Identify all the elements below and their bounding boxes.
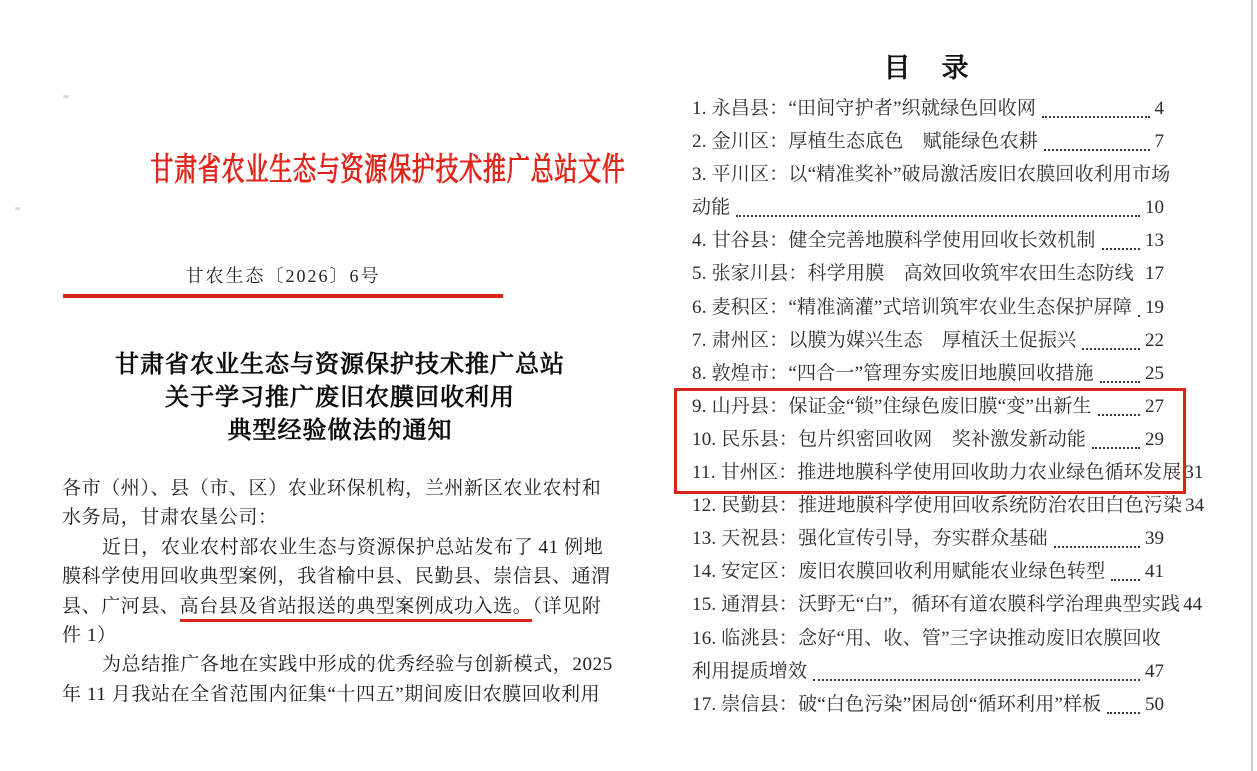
notice-title-line1: 甘肃省农业生态与资源保护技术推广总站 — [115, 352, 565, 378]
toc-page-number: 27 — [1145, 395, 1164, 417]
scan-page-edge-line — [1251, 0, 1253, 771]
toc-entry-label: 5. 张家川县：科学用膜 高效回收筑牢农田生态防线 — [692, 263, 1135, 285]
dot-leader — [1082, 348, 1140, 350]
toc-page-number: 22 — [1145, 329, 1164, 351]
toc-page-number: 25 — [1145, 362, 1164, 384]
toc-entry-14 — [692, 555, 1164, 588]
toc-entry-label: 15. 通渭县：沃野无“白”，循环有道农膜科学治理典型实践 — [692, 594, 1181, 616]
toc-page-number: 47 — [1145, 660, 1164, 682]
notice-title-line2: 关于学习推广废旧农膜回收利用 — [165, 385, 515, 411]
toc-entry-5 — [692, 257, 1164, 290]
red-banner-title — [58, 144, 626, 190]
toc-page-number: 39 — [1145, 528, 1164, 550]
toc-page-number: 19 — [1145, 296, 1164, 318]
dot-leader — [1044, 149, 1149, 151]
toc-page-number: 10 — [1145, 197, 1164, 219]
toc-entry-label: 动能 — [692, 197, 731, 219]
body-line: 为总结推广各地在实践中形成的优秀经验与创新模式，2025 — [102, 654, 613, 676]
body-line-suffix: （详见附 — [532, 595, 602, 617]
dot-leader — [1042, 116, 1149, 118]
body-line: 近日，农业农村部农业生态与资源保护总站发布了 41 例地 — [102, 536, 604, 558]
toc-page-number: 34 — [1185, 495, 1205, 517]
body-line-with-underline — [62, 592, 622, 621]
toc-entry-4 — [692, 224, 1164, 257]
toc-entry-label: 12. 民勤县：推进地膜科学使用回收系统防治农田白色污染 — [692, 495, 1183, 517]
body-line: 膜科学使用回收典型案例，我省榆中县、民勤县、崇信县、通渭 — [62, 566, 611, 588]
toc-page-number: 31 — [1184, 462, 1204, 484]
toc-entry-label: 8. 敦煌市：“四合一”管理夯实废旧地膜回收措施 — [692, 362, 1094, 384]
toc-entry-label: 9. 山丹县：保证金“锁”住绿色废旧膜“变”出新生 — [692, 395, 1092, 417]
dot-leader — [813, 679, 1140, 681]
toc-page-number: 41 — [1145, 561, 1164, 583]
body-line-prefix: 县、广河县、 — [62, 595, 180, 617]
toc-entry-label: 17. 崇信县：破“白色污染”困局创“循环利用”样板 — [692, 693, 1102, 715]
toc-page-number: 50 — [1145, 693, 1164, 715]
toc-entry-1 — [692, 92, 1164, 125]
red-underlined-text: 高台县及省站报送的典型案例成功入选。 — [180, 596, 533, 622]
toc-page-number: 44 — [1183, 594, 1203, 616]
dot-leader — [1107, 712, 1140, 714]
body-line: 水务局，甘肃农垦公司： — [62, 507, 278, 529]
body-line: 件 1） — [62, 624, 117, 646]
toc-entry-label: 4. 甘谷县：健全完善地膜科学使用回收长效机制 — [692, 230, 1096, 252]
toc-entry-3-line1 — [692, 158, 1171, 191]
toc-page-number: 13 — [1145, 230, 1164, 252]
toc-entry-12 — [692, 489, 1205, 522]
toc-entry-label: 16. 临洮县：念好“用、收、管”三字诀推动废旧农膜回收 — [692, 627, 1161, 649]
document-number: 甘农生态〔2026〕6号 — [185, 266, 381, 286]
toc-entry-2 — [692, 125, 1164, 158]
notice-title — [40, 349, 640, 448]
toc-entry-label: 6. 麦积区：“精准滴灌”式培训筑牢农业生态保护屏障 — [692, 296, 1133, 318]
red-highlight-box — [674, 388, 1186, 494]
scan-speck — [15, 207, 20, 210]
dot-leader — [1054, 546, 1140, 548]
notice-title-line3: 典型经验做法的通知 — [227, 418, 453, 444]
body-line: 各市（州）、县（市、区）农业环保机构，兰州新区农业农村和 — [62, 478, 602, 499]
toc-page-number: 17 — [1145, 263, 1165, 285]
toc-entry-label: 1. 永昌县：“田间守护者”织就绿色回收网 — [692, 98, 1037, 119]
dot-leader — [736, 215, 1140, 217]
toc-entry-label: 7. 肃州区：以膜为媒兴生态 厚植沃土促振兴 — [692, 329, 1077, 351]
banner-title-text: 甘肃省农业生态与资源保护技术推广总站文件 — [150, 151, 626, 187]
scan-speck — [63, 95, 69, 98]
dot-leader — [1102, 248, 1140, 250]
toc-entry-6 — [692, 291, 1164, 324]
toc-entry-label: 13. 天祝县：强化宣传引导，夯实群众基础 — [692, 528, 1048, 550]
dot-leader — [1138, 315, 1140, 317]
toc-entry-13 — [692, 522, 1164, 555]
dot-leader — [1100, 381, 1140, 383]
toc-page-number: 4 — [1154, 98, 1164, 119]
toc-entry-label: 2. 金川区：厚植生态底色 赋能绿色农耕 — [692, 131, 1039, 153]
toc-entry-label: 11. 甘州区：推进地膜科学使用回收助力农业绿色循环发展 — [692, 462, 1182, 484]
toc-entry-label: 3. 平川区：以“精准奖补”破局激活废旧农膜回收利用市场 — [692, 164, 1171, 186]
toc-heading: 目 录 — [883, 53, 971, 83]
toc-entry-label: 14. 安定区：废旧农膜回收利用赋能农业绿色转型 — [692, 561, 1106, 583]
toc-entry-15 — [692, 588, 1203, 621]
toc-entry-label: 利用提质增效 — [692, 660, 808, 682]
toc-page-number: 7 — [1154, 131, 1164, 153]
body-text — [62, 474, 622, 709]
toc-entry-16-line1 — [692, 622, 1164, 655]
toc-page-number: 29 — [1145, 428, 1164, 450]
toc-entry-3-line2 — [692, 191, 1164, 224]
toc-entry-17 — [692, 688, 1164, 721]
toc-entry-16-line2 — [692, 655, 1164, 688]
toc-entry-label: 10. 民乐县：包片织密回收网 奖补激发新动能 — [692, 428, 1087, 450]
red-separator-line — [63, 294, 503, 298]
toc-entry-7 — [692, 324, 1164, 357]
body-line: 年 11 月我站在全省范围内征集“十四五”期间废旧农膜回收利用 — [62, 683, 601, 705]
dot-leader — [1111, 579, 1140, 581]
toc-entry-8 — [692, 357, 1164, 390]
